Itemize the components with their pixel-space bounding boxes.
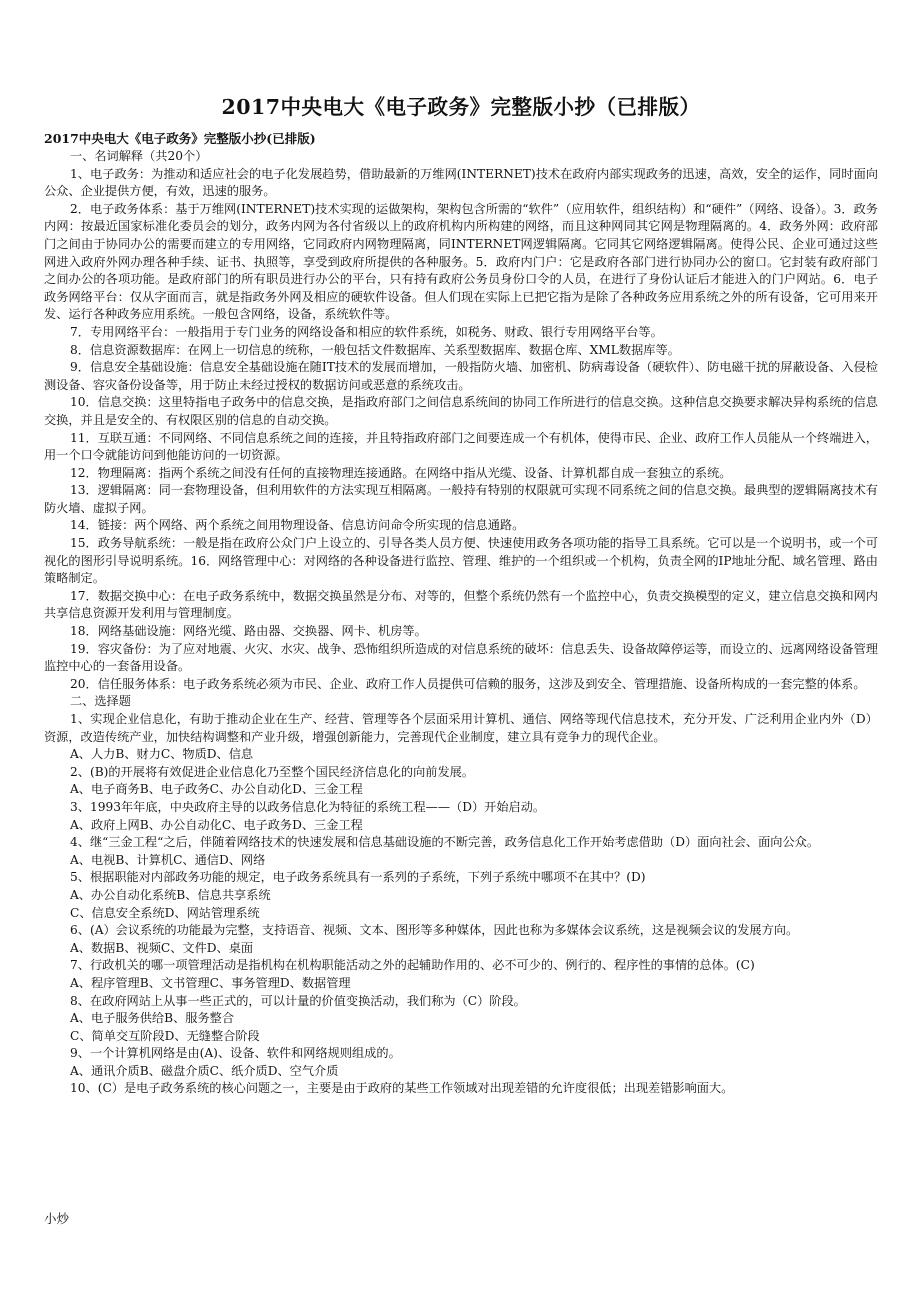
paragraph: A、通讯介质B、磁盘介质C、纸介质D、空气介质 xyxy=(70,1063,339,1078)
paragraph: 19．容灾备份：为了应对地震、火灾、水灾、战争、恐怖组织所造成的对信息系统的破坏：信息丢失、设备故障停运等，而设立的、远离网络设备管理监控中心的一套备用设备。 xyxy=(44,641,878,674)
paragraph: 1、电子政务：为推动和适应社会的电子化发展趋势，借助最新的万维网(INTERNET)技术在政府内部实现政务的迅速，高效，安全的运作，同时面向公众、企业提供方便，有效，迅速的服务。 xyxy=(44,166,878,199)
paragraph: 15．政务导航系统：一般是指在政府公众门户上设立的、引导各类人员方便、快速使用政务各项功能的指导工具系统。它可以是一个说明书，或一个可视化的图形引导说明系统。16．网络管理中心：对网络的各种设备进行监控、管理、维护的一个组织或一个机构，负责全网的IP地址分配、域名管理、路由策略制定。 xyxy=(44,536,878,586)
document-body xyxy=(44,148,878,1098)
paragraph: 一、名词解释（共20个） xyxy=(70,149,208,163)
paragraph: 8．信息资源数据库：在网上一切信息的统称，一般包括文件数据库、关系型数据库、数据仓库、XML数据库等。 xyxy=(70,342,680,357)
paragraph: A、电子商务B、电子政务C、办公自动化D、三金工程 xyxy=(70,782,363,797)
paragraph: 13．逻辑隔离：同一套物理设备，但利用软件的方法实现互相隔离。一般持有特别的权限就可实现不同系统之间的信息交换。最典型的逻辑隔离技术有防火墙、虚拟子网。 xyxy=(44,483,878,515)
paragraph: C、信息安全系统D、网站管理系统 xyxy=(70,905,260,920)
paragraph: 10、(C）是电子政务系统的核心问题之一，主要是由于政府的某些工作领域对出现差错的允许度很低；出现差错影响面大。 xyxy=(70,1081,734,1096)
paragraph: 11．互联互通：不同网络、不同信息系统之间的连接，并且特指政府部门之间要连成一个有机体，使得市民、企业、政府工作人员能从一个终端进入，用一个口令就能访问到他能访问的一切资源。 xyxy=(44,430,878,463)
paragraph: 6、(A）会议系统的功能最为完整，支持语音、视频、文本、图形等多种媒体，因此也称为多媒体会议系统，这是视频会议的发展方向。 xyxy=(70,923,799,938)
paragraph: 14．链接：两个网络、两个系统之间用物理设备、信息访问命令所实现的信息通路。 xyxy=(70,518,525,533)
paragraph: 4、继“三金工程“之后，伴随着网络技术的快速发展和信息基础设施的不断完善，政务信息化工作开始考虑借助（D）面向社会、面向公众。 xyxy=(70,835,820,850)
paragraph: A、程序管理B、文书管理C、事务管理D、数据管理 xyxy=(70,975,351,990)
document-title: 2017中央电大《电子政务》完整版小抄（已排版） xyxy=(221,95,701,119)
paragraph: 7、行政机关的哪一项管理活动是指机构在机构职能活动之外的起辅助作用的、必不可少的、例行的、程序性的事情的总体。(C) xyxy=(70,958,755,973)
paragraph: A、政府上网B、办公自动化C、电子政务D、三金工程 xyxy=(70,817,363,832)
paragraph: 5、根据职能对内部政务功能的规定，电子政务系统具有一系列的子系统，下列子系统中哪项不在其中？(D) xyxy=(70,870,646,885)
paragraph: 9．信息安全基础设施：信息安全基础设施在随IT技术的发展而增加，一般指防火墙、加密机、防病毒设备（硬软件）、防电磁干扰的屏蔽设备、入侵检测设备、容灾备份设备等，用于防止未经过授权的数据访问或恶意的系统攻击。 xyxy=(44,360,878,392)
paragraph: C、简单交互阶段D、无缝整合阶段 xyxy=(70,1028,260,1043)
paragraph: 20．信任服务体系：电子政务系统必须为市民、企业、政府工作人员提供可信赖的服务，这涉及到安全、管理措施、设备所构成的一套完整的体系。 xyxy=(70,676,866,691)
paragraph: 1、实现企业信息化，有助于推动企业在生产、经营、管理等各个层面采用计算机、通信、网络等现代信息技术，充分开发、广泛利用企业内外（D）资源，改造传统产业，加快结构调整和产业升级，增强创新能力，完善现代企业制度，建立具有竞争力的现代企业。 xyxy=(44,712,878,744)
paragraph: A、办公自动化系统B、信息共享系统 xyxy=(70,887,271,902)
paragraph: 3、1993年年底，中央政府主导的以政务信息化为特征的系统工程——（D）开始启动。 xyxy=(70,799,546,814)
paragraph: 17．数据交换中心：在电子政务系统中，数据交换虽然是分布、对等的，但整个系统仍然有一个监控中心，负责交换模型的定义，建立信息交换和网内共享信息资源开发利用与管理制度。 xyxy=(44,588,878,621)
paragraph: A、电视B、计算机C、通信D、网络 xyxy=(70,852,266,867)
paragraph: A、数据B、视频C、文件D、桌面 xyxy=(70,940,254,955)
paragraph: A、电子服务供给B、服务整合 xyxy=(70,1011,235,1026)
paragraph: 18．网络基础设施：网络光缆、路由器、交换器、网卡、机房等。 xyxy=(70,624,427,639)
page-footer: 小炒 xyxy=(44,1211,70,1226)
paragraph: 9、一个计算机网络是由(A)、设备、软件和网络规则组成的。 xyxy=(70,1046,401,1061)
paragraph: A、人力B、财力C、物质D、信息 xyxy=(70,747,254,762)
document-subtitle: 2017中央电大《电子政务》完整版小抄(已排版) xyxy=(44,131,316,146)
paragraph: 12．物理隔离：指两个系统之间没有任何的直接物理连接通路。在网络中指从光缆、设备、计算机都自成一套独立的系统。 xyxy=(70,465,732,480)
paragraph: 8、在政府网站上从事一些正式的，可以计量的价值变换活动，我们称为（C）阶段。 xyxy=(70,993,526,1008)
paragraph: 2、(B)的开展将有效促进企业信息化乃至整个国民经济信息化的向前发展。 xyxy=(70,764,475,779)
paragraph: 10．信息交换：这里特指电子政务中的信息交换，是指政府部门之间信息系统间的协同工作所进行的信息交换。这种信息交换要求解决异构系统的信息交换，并且是安全的、有权限区别的信息的自动交换。 xyxy=(44,395,878,427)
document-page xyxy=(44,90,878,1098)
paragraph: 7．专用网络平台：一般指用于专门业务的网络设备和相应的软件系统，如税务、财政、银行专用网络平台等。 xyxy=(70,324,663,339)
paragraph: 2．电子政务体系：基于万维网(INTERNET)技术实现的运做架构，架构包含所需的“软件”（应用软件，组织结构）和“硬件”（网络、设备）。3．政务内网：按最近国家标准化委员会的划分，政务内网为各付省级以上的政府机构内所构建的网络，而且这种网同其它网是物理隔离的。4．政务外网：政府部门之间由于协同办公的需要而建立的专用网络，它同政府内网物理隔离，同INTERNET网逻辑隔离。它同其它网络逻辑隔离。使得公民、企业可通过这些网进入政府外网办理各种手续、证书、执照等，享受到政府所提供的各种服务。5．政府内门户：它是政府各部门进行协同办公的窗口。它封装有政府部门之间办公的各项功能。是政府部门的所有职员进行办公的平台，只有持有政府公务员身份口令的人员，在进行了身份认证后才能进入的门户网站。6．电子政务网络平台：仅从字面而言，就是指政务外网及相应的硬软件设备。但人们现在实际上已把它指为是除了各种政务应用系统之外的所有设备，它可用来开发、运行各种政务应用系统。一般包含网络，设备，系统软件等。 xyxy=(44,201,878,322)
paragraph: 二、选择题 xyxy=(70,694,131,709)
